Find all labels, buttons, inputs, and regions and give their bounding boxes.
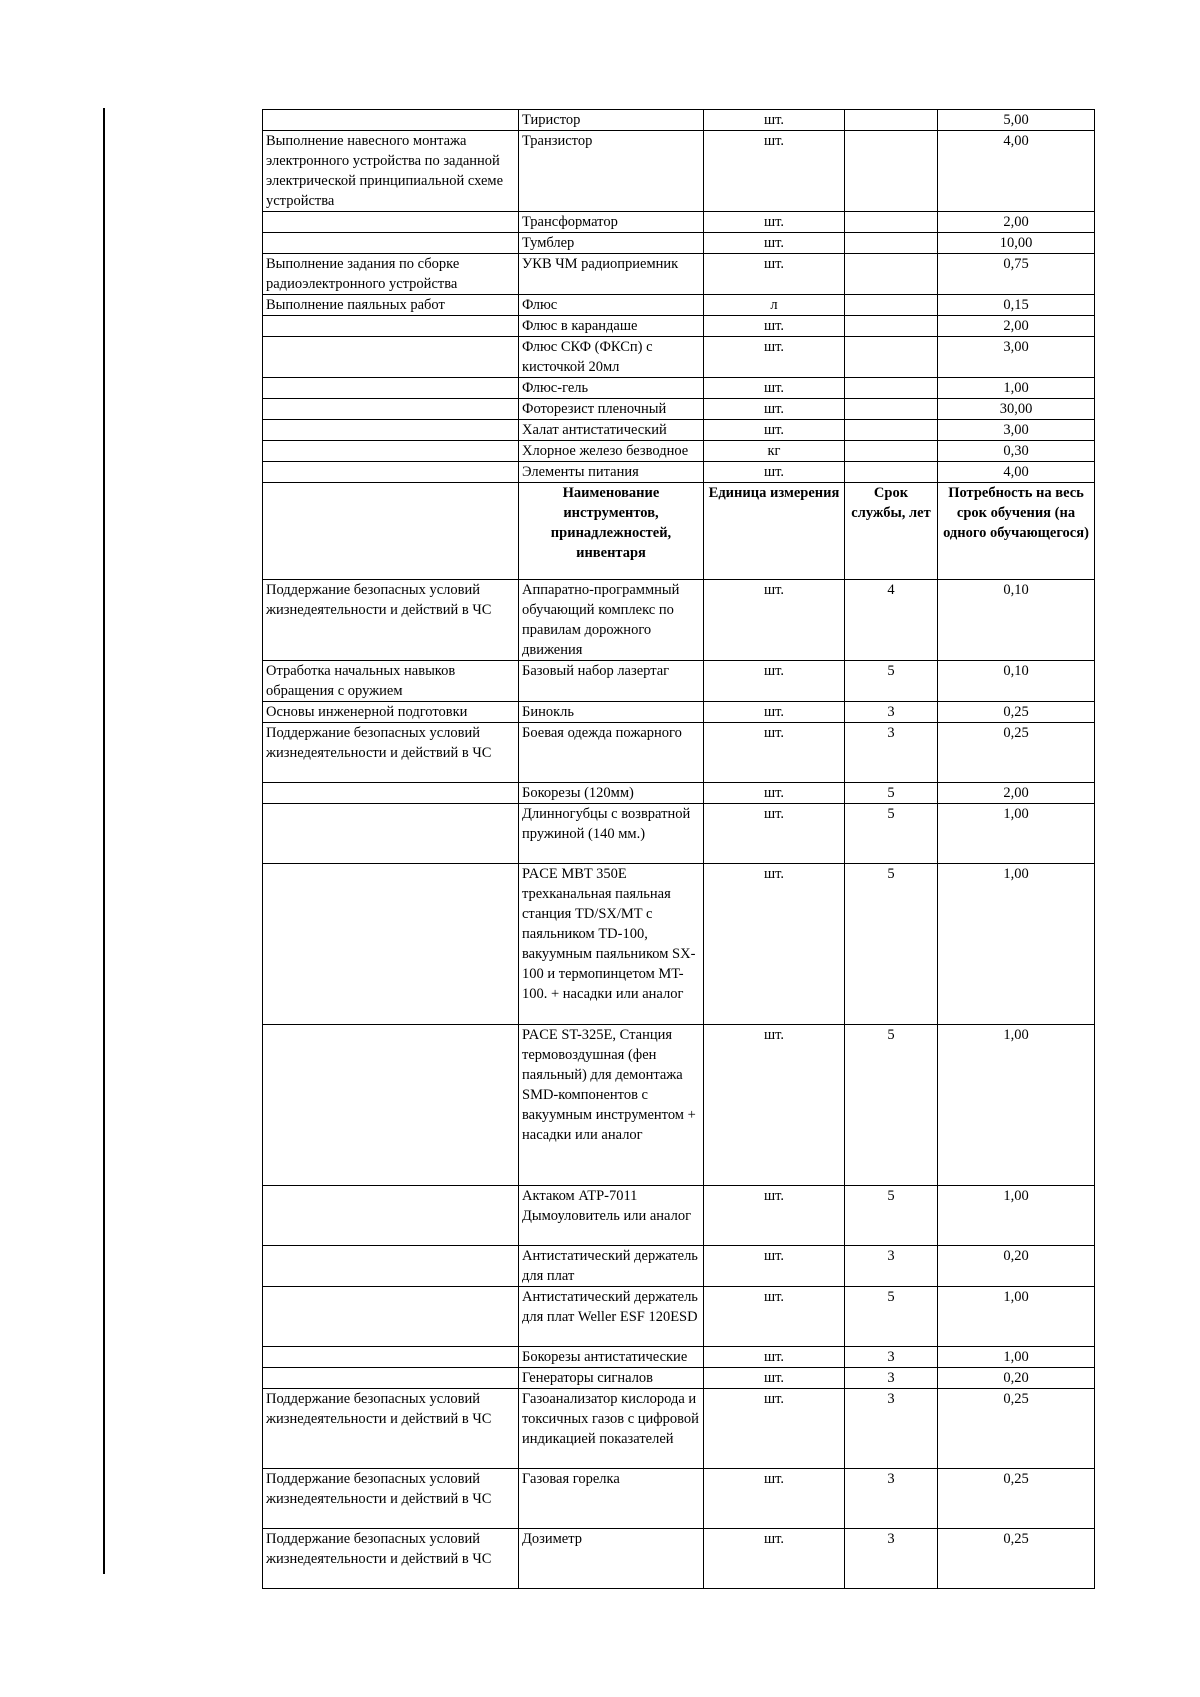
table-row: [263, 1186, 1095, 1246]
table-row: [263, 110, 1095, 131]
service-life-cell: [845, 295, 938, 316]
table-row: [263, 723, 1095, 783]
activity-cell: [263, 1347, 519, 1368]
activity-cell: Поддержание безопасных условий жизнедеятельности и действий в ЧС: [263, 1529, 519, 1589]
name-cell: Длинногубцы с возвратной пружиной (140 мм.): [519, 804, 704, 864]
requirement-cell: 10,00: [938, 233, 1095, 254]
service-life-cell: [845, 131, 938, 212]
table-row: [263, 1287, 1095, 1347]
service-life-cell: [845, 316, 938, 337]
requirement-cell: 4,00: [938, 462, 1095, 483]
activity-cell: Выполнение задания по сборке радиоэлектронного устройства: [263, 254, 519, 295]
table-row: [263, 399, 1095, 420]
activity-cell: [263, 441, 519, 462]
requirement-cell: 30,00: [938, 399, 1095, 420]
activity-cell: [263, 233, 519, 254]
unit-cell: шт.: [704, 1529, 845, 1589]
name-cell: Газовая горелка: [519, 1469, 704, 1529]
requirement-cell: 1,00: [938, 864, 1095, 1025]
activity-cell: Основы инженерной подготовки: [263, 702, 519, 723]
requirement-cell: 1,00: [938, 1186, 1095, 1246]
requirement-cell: 0,25: [938, 1389, 1095, 1469]
activity-cell: Поддержание безопасных условий жизнедеятельности и действий в ЧС: [263, 1469, 519, 1529]
table-row: [263, 233, 1095, 254]
service-life-cell: 3: [845, 1389, 938, 1469]
requirement-cell: 0,75: [938, 254, 1095, 295]
service-life-cell: 4: [845, 580, 938, 661]
name-cell: Флюс-гель: [519, 378, 704, 399]
activity-cell: [263, 110, 519, 131]
table-row: [263, 1025, 1095, 1186]
requirement-cell: 2,00: [938, 212, 1095, 233]
service-life-cell: [845, 254, 938, 295]
name-cell: Газоанализатор кислорода и токсичных газов с цифровой индикацией показателей: [519, 1389, 704, 1469]
unit-cell: шт.: [704, 1246, 845, 1287]
service-life-cell: Срок службы, лет: [845, 483, 938, 580]
service-life-cell: 5: [845, 1025, 938, 1186]
activity-cell: [263, 316, 519, 337]
service-life-cell: 3: [845, 702, 938, 723]
name-cell: Бокорезы (120мм): [519, 783, 704, 804]
activity-cell: [263, 1287, 519, 1347]
activity-cell: [263, 1246, 519, 1287]
name-cell: Генераторы сигналов: [519, 1368, 704, 1389]
requirement-cell: 1,00: [938, 1347, 1095, 1368]
requirement-cell: 3,00: [938, 420, 1095, 441]
service-life-cell: 3: [845, 1529, 938, 1589]
requirement-cell: 0,10: [938, 580, 1095, 661]
unit-cell: Единица измерения: [704, 483, 845, 580]
table-header-row: [263, 483, 1095, 580]
activity-cell: [263, 420, 519, 441]
activity-cell: [263, 378, 519, 399]
activity-cell: Выполнение навесного монтажа электронного устройства по заданной электрической принципиальной схеме устройства: [263, 131, 519, 212]
table-row: [263, 316, 1095, 337]
table-row: [263, 462, 1095, 483]
requirement-cell: 0,20: [938, 1368, 1095, 1389]
requirement-cell: 1,00: [938, 378, 1095, 399]
requirement-cell: 2,00: [938, 316, 1095, 337]
activity-cell: [263, 1368, 519, 1389]
name-cell: PACE MBT 350E трехканальная паяльная станция TD/SX/MT с паяльником TD-100, вакуумным паяльником SX-100 и термопинцетом MT-100. + насадки или аналог: [519, 864, 704, 1025]
service-life-cell: 3: [845, 1469, 938, 1529]
table-row: [263, 337, 1095, 378]
service-life-cell: [845, 233, 938, 254]
table-body: [263, 110, 1095, 1589]
table-row: [263, 804, 1095, 864]
requirement-cell: 0,10: [938, 661, 1095, 702]
requirement-cell: 1,00: [938, 1025, 1095, 1186]
table-row: [263, 661, 1095, 702]
service-life-cell: 5: [845, 1186, 938, 1246]
service-life-cell: [845, 462, 938, 483]
activity-cell: [263, 1025, 519, 1186]
service-life-cell: 5: [845, 1287, 938, 1347]
name-cell: Флюс: [519, 295, 704, 316]
name-cell: Элементы питания: [519, 462, 704, 483]
activity-cell: [263, 1186, 519, 1246]
unit-cell: шт.: [704, 1025, 845, 1186]
unit-cell: шт.: [704, 580, 845, 661]
name-cell: Наименование инструментов, принадлежностей, инвентаря: [519, 483, 704, 580]
unit-cell: шт.: [704, 131, 845, 212]
table-row: [263, 1529, 1095, 1589]
service-life-cell: 3: [845, 723, 938, 783]
table-row: [263, 864, 1095, 1025]
name-cell: Аппаратно-программный обучающий комплекс по правилам дорожного движения: [519, 580, 704, 661]
table-row: [263, 131, 1095, 212]
requirement-cell: 0,25: [938, 723, 1095, 783]
unit-cell: шт.: [704, 864, 845, 1025]
unit-cell: шт.: [704, 1347, 845, 1368]
service-life-cell: [845, 337, 938, 378]
table-row: [263, 295, 1095, 316]
requirement-cell: 0,30: [938, 441, 1095, 462]
unit-cell: шт.: [704, 316, 845, 337]
service-life-cell: 3: [845, 1347, 938, 1368]
name-cell: Тумблер: [519, 233, 704, 254]
unit-cell: шт.: [704, 1186, 845, 1246]
name-cell: Флюс СКФ (ФКСп) с кисточкой 20мл: [519, 337, 704, 378]
service-life-cell: [845, 110, 938, 131]
name-cell: УКВ ЧМ радиоприемник: [519, 254, 704, 295]
activity-cell: [263, 399, 519, 420]
name-cell: Фоторезист пленочный: [519, 399, 704, 420]
name-cell: Антистатический держатель для плат: [519, 1246, 704, 1287]
activity-cell: [263, 462, 519, 483]
margin-line: [103, 108, 105, 1574]
name-cell: Базовый набор лазертаг: [519, 661, 704, 702]
activity-cell: [263, 804, 519, 864]
requirement-cell: 0,20: [938, 1246, 1095, 1287]
name-cell: Халат антистатический: [519, 420, 704, 441]
table-row: [263, 1469, 1095, 1529]
unit-cell: шт.: [704, 783, 845, 804]
unit-cell: кг: [704, 441, 845, 462]
name-cell: Хлорное железо безводное: [519, 441, 704, 462]
unit-cell: шт.: [704, 1389, 845, 1469]
activity-cell: Поддержание безопасных условий жизнедеятельности и действий в ЧС: [263, 723, 519, 783]
unit-cell: шт.: [704, 1368, 845, 1389]
activity-cell: Выполнение паяльных работ: [263, 295, 519, 316]
requirement-cell: 0,25: [938, 1469, 1095, 1529]
requirement-cell: 2,00: [938, 783, 1095, 804]
service-life-cell: [845, 378, 938, 399]
activity-cell: Поддержание безопасных условий жизнедеятельности и действий в ЧС: [263, 1389, 519, 1469]
table-row: [263, 254, 1095, 295]
unit-cell: шт.: [704, 462, 845, 483]
unit-cell: л: [704, 295, 845, 316]
unit-cell: шт.: [704, 233, 845, 254]
table-row: [263, 702, 1095, 723]
name-cell: Боевая одежда пожарного: [519, 723, 704, 783]
service-life-cell: 3: [845, 1246, 938, 1287]
unit-cell: шт.: [704, 1287, 845, 1347]
table-row: [263, 378, 1095, 399]
activity-cell: [263, 783, 519, 804]
unit-cell: шт.: [704, 1469, 845, 1529]
table-row: [263, 1246, 1095, 1287]
activity-cell: Поддержание безопасных условий жизнедеятельности и действий в ЧС: [263, 580, 519, 661]
name-cell: Транзистор: [519, 131, 704, 212]
requirement-cell: Потребность на весь срок обучения (на одного обучающегося): [938, 483, 1095, 580]
unit-cell: шт.: [704, 110, 845, 131]
name-cell: Бинокль: [519, 702, 704, 723]
service-life-cell: 5: [845, 864, 938, 1025]
service-life-cell: 5: [845, 783, 938, 804]
table-row: [263, 212, 1095, 233]
requirement-cell: 0,25: [938, 702, 1095, 723]
table-row: [263, 441, 1095, 462]
name-cell: Флюс в карандаше: [519, 316, 704, 337]
requirement-cell: 0,15: [938, 295, 1095, 316]
unit-cell: шт.: [704, 254, 845, 295]
name-cell: Антистатический держатель для плат Weller ESF 120ESD: [519, 1287, 704, 1347]
table-row: [263, 420, 1095, 441]
table-row: [263, 1347, 1095, 1368]
name-cell: Дозиметр: [519, 1529, 704, 1589]
activity-cell: [263, 864, 519, 1025]
service-life-cell: [845, 420, 938, 441]
name-cell: PACE ST-325E, Станция термовоздушная (фен паяльный) для демонтажа SMD-компонентов с вакуумным инструментом + насадки или аналог: [519, 1025, 704, 1186]
unit-cell: шт.: [704, 212, 845, 233]
name-cell: Бокорезы антистатические: [519, 1347, 704, 1368]
table-row: [263, 1368, 1095, 1389]
requirement-cell: 4,00: [938, 131, 1095, 212]
table-row: [263, 783, 1095, 804]
activity-cell: [263, 337, 519, 378]
service-life-cell: 5: [845, 661, 938, 702]
service-life-cell: [845, 212, 938, 233]
service-life-cell: [845, 399, 938, 420]
unit-cell: шт.: [704, 804, 845, 864]
name-cell: Трансформатор: [519, 212, 704, 233]
unit-cell: шт.: [704, 399, 845, 420]
service-life-cell: [845, 441, 938, 462]
activity-cell: Отработка начальных навыков обращения с оружием: [263, 661, 519, 702]
table-row: [263, 580, 1095, 661]
name-cell: Тиристор: [519, 110, 704, 131]
requirement-cell: 1,00: [938, 804, 1095, 864]
unit-cell: шт.: [704, 661, 845, 702]
service-life-cell: 5: [845, 804, 938, 864]
unit-cell: шт.: [704, 420, 845, 441]
unit-cell: шт.: [704, 337, 845, 378]
requirement-cell: 0,25: [938, 1529, 1095, 1589]
unit-cell: шт.: [704, 378, 845, 399]
requirement-cell: 5,00: [938, 110, 1095, 131]
table-row: [263, 1389, 1095, 1469]
equipment-table: [262, 109, 1095, 1589]
requirement-cell: 3,00: [938, 337, 1095, 378]
requirement-cell: 1,00: [938, 1287, 1095, 1347]
unit-cell: шт.: [704, 723, 845, 783]
activity-cell: [263, 483, 519, 580]
unit-cell: шт.: [704, 702, 845, 723]
name-cell: Актаком ATP-7011 Дымоуловитель или аналог: [519, 1186, 704, 1246]
activity-cell: [263, 212, 519, 233]
service-life-cell: 3: [845, 1368, 938, 1389]
